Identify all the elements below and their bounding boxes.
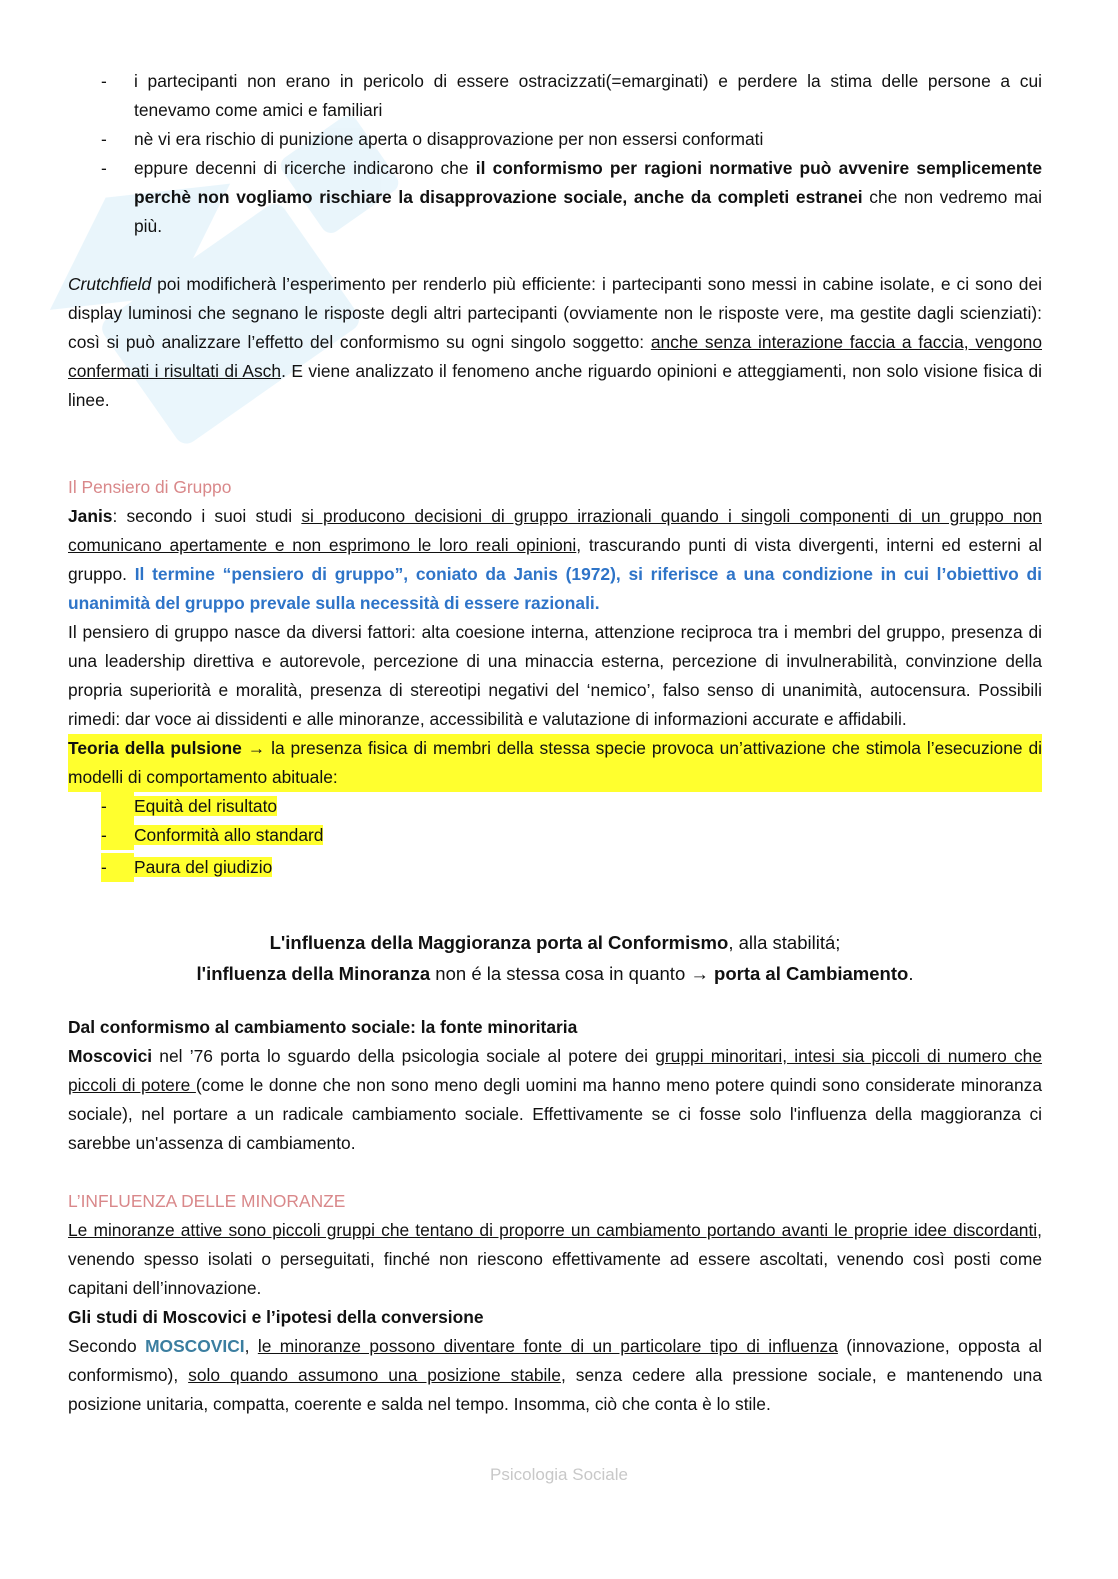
factors-paragraph: Il pensiero di gruppo nasce da diversi fattori: alta coesione interna, attenzione reciproca tra i membri del gruppo, presenza di una leadership direttiva e autorevole, percezione di una minaccia esterna, percezione di invulnerabilità, convinzione della propria superiorità e moralità, presenza di stereotipi negativi del ‘nemico’, falso senso di unanimità, autocensura. Possibili rimedi: dar voce ai dissidenti e alle minoranze, accessibilità e valutazione di informazioni accurate e affidabili. [68, 622, 1042, 729]
section-heading: L’INFLUENZA DELLE MINORANZE [68, 1191, 346, 1211]
underlined-text: si producono decisioni di gruppo irrazionali quando i singoli componenti di un gruppo non comunicano apertamente e non esprimono le loro reali opinioni [68, 506, 1042, 555]
bullet-dash: - [101, 792, 134, 821]
document-body [68, 67, 1042, 1419]
list-item [68, 853, 1042, 882]
underlined-text: anche senza interazione faccia a faccia, vengono confermati i risultati di Asch [68, 332, 1042, 381]
sub-heading: Gli studi di Moscovici e l’ipotesi della conversione [68, 1307, 484, 1327]
moscovici-paragraph: Moscovici nel ’76 porta lo sguardo della psicologia sociale al potere dei gruppi minoritari, intesi sia piccoli di numero che piccoli di potere (come le donne che non sono meno degli uomini ma hanno meno potere quindi sono considerate minoranza sociale), nel portare a un radicale cambiamento sociale. Effettivamente se ci fosse solo l'influenza della maggioranza ci sarebbe un'assenza di cambiamento. [68, 1046, 1043, 1153]
list-item [68, 792, 1042, 821]
list-item [68, 821, 1042, 850]
bullet-text: Paura del giudizio [134, 857, 273, 877]
janis-name: Janis [68, 506, 113, 526]
underlined-text: solo quando assumono una posizione stabile [188, 1365, 561, 1385]
page-footer: Psicologia Sociale [490, 1465, 628, 1484]
underlined-text: gruppi minoritari, intesi sia piccoli di numero che piccoli di potere [68, 1046, 1043, 1095]
bullet-dash: - [101, 71, 107, 91]
bullet-text: eppure decenni di ricerche indicarono che il conformismo per ragioni normative può avvenire semplicemente perchè non vogliamo rischiare la disapprovazione sociale, anche da completi estranei che non vedremo mai più. [134, 158, 1042, 236]
centered-line-2: l'influenza della Minoranza non é la stessa cosa in quanto → porta al Cambiamento. [196, 963, 914, 984]
pulsione-title: Teoria della pulsione [68, 738, 242, 758]
bold-statement: il conformismo per ragioni normative può avvenire semplicemente perchè non vogliamo rischiare la disapprovazione sociale, anche da completi estranei [134, 158, 1042, 207]
list-item [68, 154, 1042, 241]
bullet-dash: - [101, 129, 107, 149]
underlined-text: Le minoranze attive sono piccoli gruppi che tentano di proporre un cambiamento portando avanti le proprie idee discordanti [68, 1220, 1038, 1240]
bullet-dash: - [101, 821, 134, 850]
blue-definition: Il termine “pensiero di gruppo”, coniato da Janis (1972), si riferisce a una condizione in cui l’obiettivo di unanimità del gruppo prevale sulla necessità di essere razionali. [68, 564, 1042, 613]
crutchfield-paragraph: Crutchfield poi modificherà l’esperimento per renderlo più efficiente: i partecipanti sono messi in cabine isolate, e ci sono dei display luminosi che segnano le risposte degli altri partecipanti (ovviamente non le risposte vere, ma gestite dagli scienziati): così si può analizzare l’effetto del conformismo su ogni singolo soggetto: anche senza interazione faccia a faccia, vengono confermati i risultati di Asch. E viene analizzato il fenomeno anche riguardo opinioni e atteggiamenti, non solo visione fisica di linee. [68, 274, 1042, 410]
bullet-dash: - [101, 158, 107, 178]
bullet-dash: - [101, 853, 134, 882]
moscovici-name: MOSCOVICI [145, 1336, 245, 1356]
bullet-text: i partecipanti non erano in pericolo di essere ostracizzati(=emarginati) e perdere la stima delle persone a cui tenevamo come amici e familiari [134, 71, 1042, 120]
minoranze-paragraph: Le minoranze attive sono piccoli gruppi che tentano di proporre un cambiamento portando avanti le proprie idee discordanti, venendo spesso isolati o perseguitati, finché non riescono effettivamente ad essere ascoltati, venendo così posti come capitani dell’innovazione. [68, 1220, 1042, 1298]
arrow-icon: → [241, 738, 272, 758]
pulsione-paragraph: Teoria della pulsione → la presenza fisica di membri della stessa specie provoca un’attivazione che stimola l’esecuzione di modelli di comportamento abituale: [68, 734, 1042, 792]
bullet-text: Conformità allo standard [134, 825, 324, 845]
list-item [68, 67, 1042, 125]
bullet-text: nè vi era rischio di punizione aperta o disapprovazione per non essersi conformati [134, 129, 764, 149]
conversione-paragraph: Secondo MOSCOVICI, le minoranze possono diventare fonte di un particolare tipo di influenza (innovazione, opposta al conformismo), solo quando assumono una posizione stabile, senza cedere alla pressione sociale, e mantenendo una posizione unitaria, compatta, coerente e salda nel tempo. Insomma, ciò che conta è lo stile. [68, 1336, 1042, 1414]
section-heading: Il Pensiero di Gruppo [68, 477, 232, 497]
section-heading: Dal conformismo al cambiamento sociale: la fonte minoritaria [68, 1017, 578, 1037]
list-item [68, 125, 1042, 154]
underlined-text: le minoranze possono diventare fonte di un particolare tipo di influenza [257, 1336, 838, 1356]
janis-paragraph: Janis: secondo i suoi studi si producono decisioni di gruppo irrazionali quando i singoli componenti di un gruppo non comunicano apertamente e non esprimono le loro reali opinioni, trascurando punti di vista divergenti, interni ed esterni al gruppo. Il termine “pensiero di gruppo”, coniato da Janis (1972), si riferisce a una condizione in cui l’obiettivo di unanimità del gruppo prevale sulla necessità di essere razionali. [68, 506, 1042, 613]
bullet-text: Equità del risultato [134, 796, 278, 816]
centered-line-1: L'influenza della Maggioranza porta al Conformismo, alla stabilitá; [269, 932, 841, 953]
moscovici-name: Moscovici [68, 1046, 153, 1066]
crutchfield-name: Crutchfield [68, 274, 152, 294]
